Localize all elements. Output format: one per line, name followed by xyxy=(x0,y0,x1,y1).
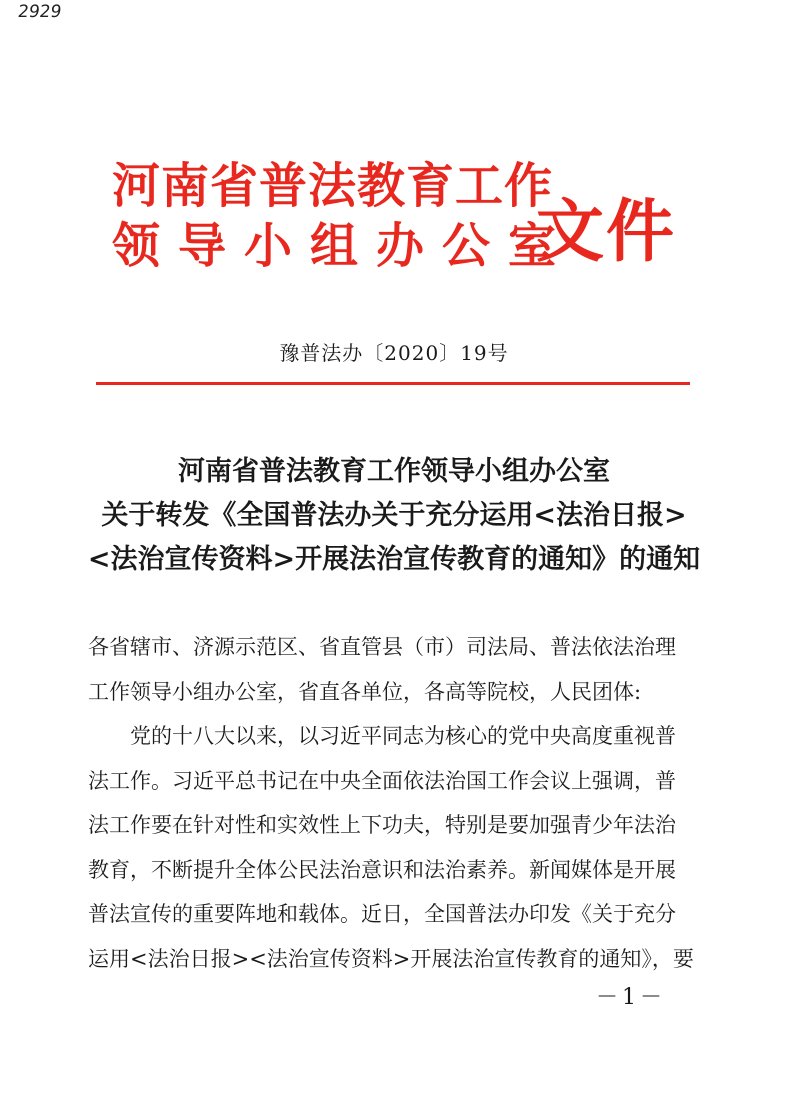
body-line: 各省辖市、济源示范区、省直管县（市）司法局、普法依法治理 xyxy=(88,635,676,659)
document-title xyxy=(60,450,728,582)
document-body xyxy=(88,625,700,981)
body-line: 运用<法治日报><法治宣传资料>开展法治宣传教育的通知》，要 xyxy=(88,946,694,971)
body-line: 法工作要在针对性和实效性上下功夫，特别是要加强青少年法治 xyxy=(88,813,676,837)
title-line-2: 关于转发《全国普法办关于充分运用<法治日报> xyxy=(101,500,687,531)
title-line-3: <法治宣传资料>开展法治宣传教育的通知》的通知 xyxy=(87,544,701,575)
header-line-2: 领导小组办公室 xyxy=(112,218,575,274)
page-number: －1－ xyxy=(596,985,666,1010)
body-line: 法工作。习近平总书记在中央全面依法治国工作会议上强调，普 xyxy=(88,768,676,793)
title-line-1: 河南省普法教育工作领导小组办公室 xyxy=(178,456,610,487)
document-header-org xyxy=(112,158,575,274)
header-suffix: 文件 xyxy=(536,193,677,272)
body-line: 教育，不断提升全体公民法治意识和法治素养。新闻媒体是开展 xyxy=(88,857,676,882)
red-divider xyxy=(96,382,690,385)
handwritten-note: 2929 xyxy=(16,2,63,22)
header-line-1: 河南省普法教育工作 xyxy=(112,158,554,214)
body-line: 工作领导小组办公室，省直各单位，各高等院校，人民团体: xyxy=(88,679,642,704)
document-number: 豫普法办〔2020〕19号 xyxy=(279,341,509,365)
body-line: 党的十八大以来，以习近平同志为核心的党中央高度重视普 xyxy=(130,724,676,748)
body-line: 普法宣传的重要阵地和载体。近日，全国普法办印发《关于充分 xyxy=(88,902,676,926)
